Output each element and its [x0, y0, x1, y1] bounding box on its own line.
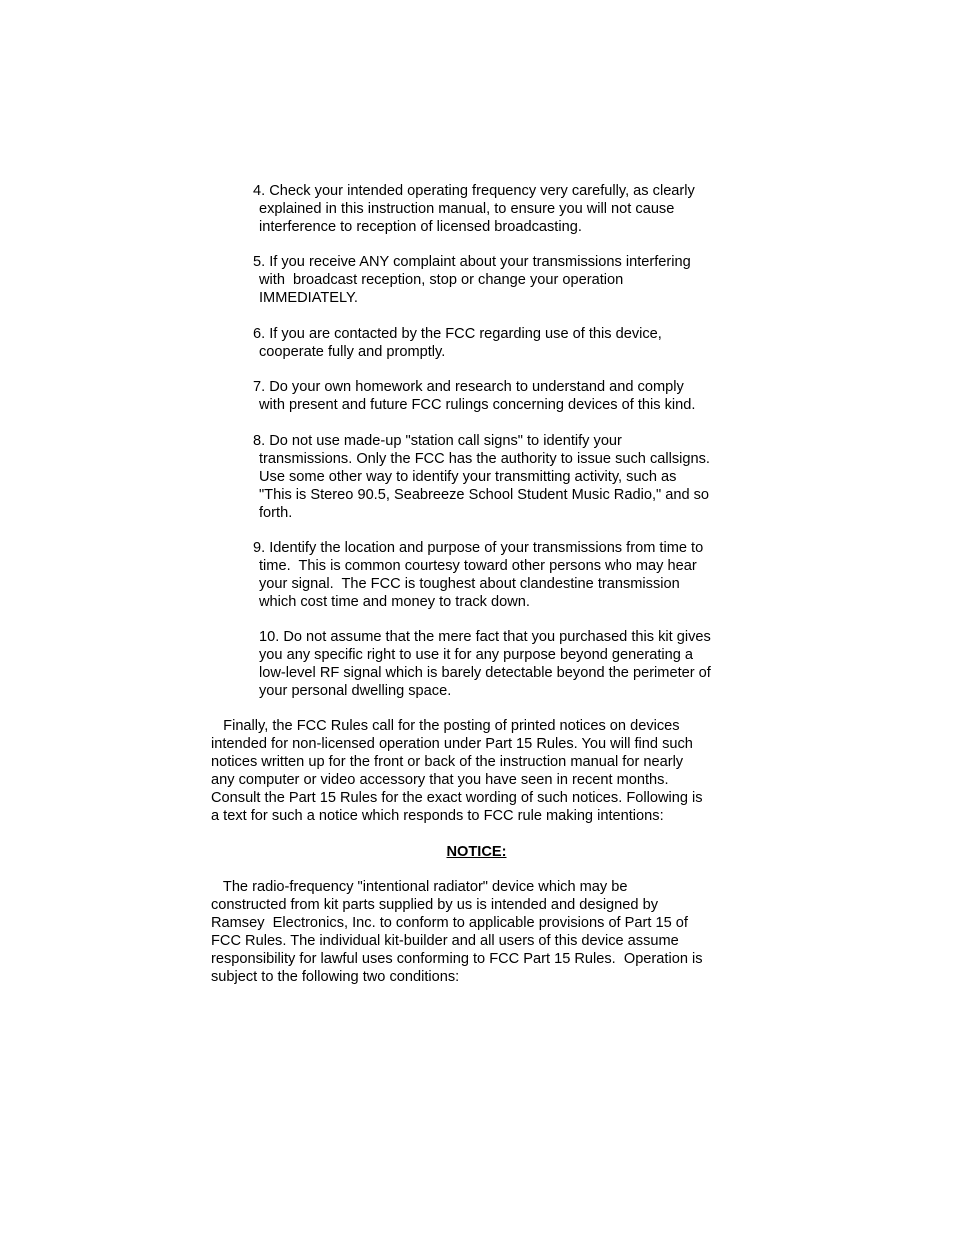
list-item-line: explained in this instruction manual, to ensure you will not cause	[259, 200, 675, 217]
list-item-10	[253, 629, 753, 701]
paragraph-line: FCC Rules. The individual kit-builder and all users of this device assume	[211, 932, 679, 949]
list-item-9	[253, 540, 753, 612]
list-item-line: 4. Check your intended operating frequency very carefully, as clearly	[253, 183, 695, 199]
list-item-line: 5. If you receive ANY complaint about your transmissions interfering	[253, 254, 691, 270]
list-item-line: IMMEDIATELY.	[259, 289, 358, 306]
list-item-line: 7. Do your own homework and research to understand and comply	[253, 379, 684, 395]
list-item-8	[253, 433, 753, 523]
paragraph-line: subject to the following two conditions:	[211, 968, 460, 985]
paragraph-line: Consult the Part 15 Rules for the exact wording of such notices. Following is	[211, 789, 703, 806]
list-item-6	[253, 326, 753, 362]
paragraph-line: Ramsey Electronics, Inc. to conform to applicable provisions of Part 15 of	[211, 914, 688, 931]
list-item-line: "This is Stereo 90.5, Seabreeze School Student Music Radio," and so	[259, 486, 710, 503]
paragraph-line: Finally, the FCC Rules call for the posting of printed notices on devices	[211, 718, 680, 734]
list-item-line: low-level RF signal which is barely detectable beyond the perimeter of	[259, 664, 711, 681]
list-item-5	[253, 254, 753, 308]
list-item-line: which cost time and money to track down.	[259, 593, 530, 610]
list-item-line: time. This is common courtesy toward other persons who may hear	[259, 557, 697, 574]
paragraph-line: a text for such a notice which responds to FCC rule making intentions:	[211, 807, 664, 824]
list-item-4	[253, 183, 753, 237]
list-item-line: 8. Do not use made-up "station call signs" to identify your	[253, 433, 622, 449]
notice-heading: NOTICE:	[446, 844, 507, 860]
finally-paragraph	[211, 718, 751, 825]
paragraph-line: The radio-frequency "intentional radiator" device which may be	[211, 879, 628, 895]
list-item-line: with broadcast reception, stop or change your operation	[259, 271, 624, 288]
paragraph-line: constructed from kit parts supplied by us is intended and designed by	[211, 896, 658, 913]
paragraph-line: responsibility for lawful uses conforming to FCC Part 15 Rules. Operation is	[211, 950, 703, 967]
list-item-line: with present and future FCC rulings concerning devices of this kind.	[259, 396, 696, 413]
list-item-line: interference to reception of licensed broadcasting.	[259, 218, 582, 235]
list-item-line: 6. If you are contacted by the FCC regarding use of this device,	[253, 326, 662, 342]
list-item-line: 9. Identify the location and purpose of your transmissions from time to	[253, 540, 704, 556]
list-item-line: your personal dwelling space.	[259, 682, 452, 699]
list-item-line: forth.	[259, 504, 293, 521]
paragraph-line: notices written up for the front or back of the instruction manual for nearly	[211, 753, 684, 770]
list-item-line: your signal. The FCC is toughest about clandestine transmission	[259, 575, 680, 592]
list-item-7	[253, 379, 753, 415]
notice-paragraph	[211, 879, 751, 986]
paragraph-line: any computer or video accessory that you have seen in recent months.	[211, 771, 669, 788]
list-item-line: cooperate fully and promptly.	[259, 343, 446, 360]
list-item-line: transmissions. Only the FCC has the authority to issue such callsigns.	[259, 450, 710, 467]
list-item-line: 10. Do not assume that the mere fact that you purchased this kit gives	[259, 629, 711, 645]
list-item-line: Use some other way to identify your transmitting activity, such as	[259, 468, 677, 485]
paragraph-line: intended for non-licensed operation under Part 15 Rules. You will find such	[211, 735, 693, 752]
list-item-line: you any specific right to use it for any purpose beyond generating a	[259, 646, 694, 663]
